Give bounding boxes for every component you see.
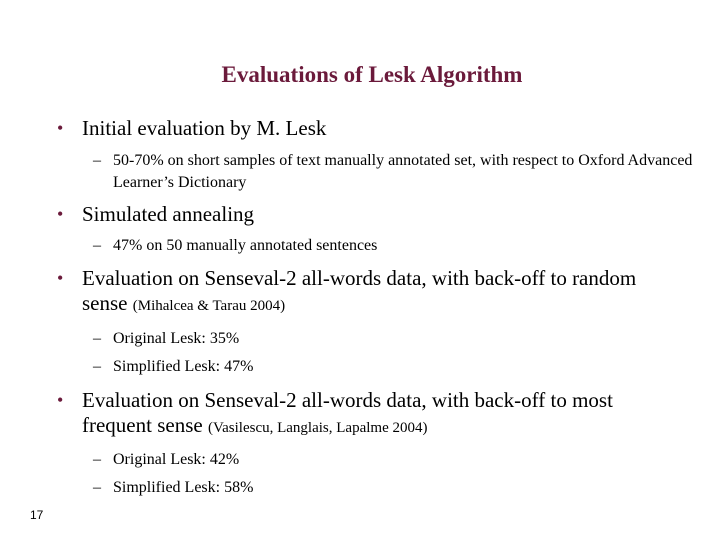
citation: (Vasilescu, Langlais, Lapalme 2004) — [207, 420, 428, 436]
slide-title: Evaluations of Lesk Algorithm — [221, 62, 523, 87]
bullet-icon: • — [57, 118, 64, 138]
page-number: 17 — [30, 508, 44, 522]
bullet-text: Initial evaluation by M. Lesk — [82, 116, 327, 140]
dash-icon: – — [93, 330, 101, 347]
dash-icon: – — [93, 152, 101, 169]
bullet-icon: • — [57, 268, 64, 288]
sub-bullet-item — [93, 356, 693, 378]
sub-bullet-text: 47% on 50 manually annotated sentences — [113, 237, 378, 254]
bullet-item — [57, 116, 682, 141]
dash-icon: – — [93, 358, 101, 375]
bullet-item — [57, 388, 682, 441]
bullet-item — [57, 266, 682, 319]
dash-icon: – — [93, 451, 101, 468]
citation: (Mihalcea & Tarau 2004) — [132, 298, 286, 314]
bullet-icon: • — [57, 390, 64, 410]
sub-bullet-text: 50-70% on short samples of text manually annotated set, with respect to Oxford Advanced Learner’s Dictionary — [113, 152, 693, 191]
bullet-icon: • — [57, 204, 64, 224]
sub-bullet-item — [93, 150, 693, 194]
bullet-item — [57, 202, 682, 227]
sub-bullet-item — [93, 449, 693, 471]
bullet-text: Evaluation on Senseval-2 all-words data, with back-off to most frequent sense — [82, 388, 613, 437]
sub-bullet-text: Simplified Lesk: 58% — [113, 479, 254, 496]
dash-icon: – — [93, 237, 101, 254]
dash-icon: – — [93, 479, 101, 496]
sub-bullet-text: Simplified Lesk: 47% — [113, 358, 254, 375]
bullet-text: Evaluation on Senseval-2 all-words data, with back-off to random sense — [82, 266, 637, 315]
sub-bullet-text: Original Lesk: 42% — [113, 451, 240, 468]
sub-bullet-item — [93, 235, 693, 257]
sub-bullet-item — [93, 477, 693, 499]
sub-bullet-item — [93, 328, 693, 350]
bullet-text: Simulated annealing — [82, 202, 255, 226]
sub-bullet-text: Original Lesk: 35% — [113, 330, 240, 347]
